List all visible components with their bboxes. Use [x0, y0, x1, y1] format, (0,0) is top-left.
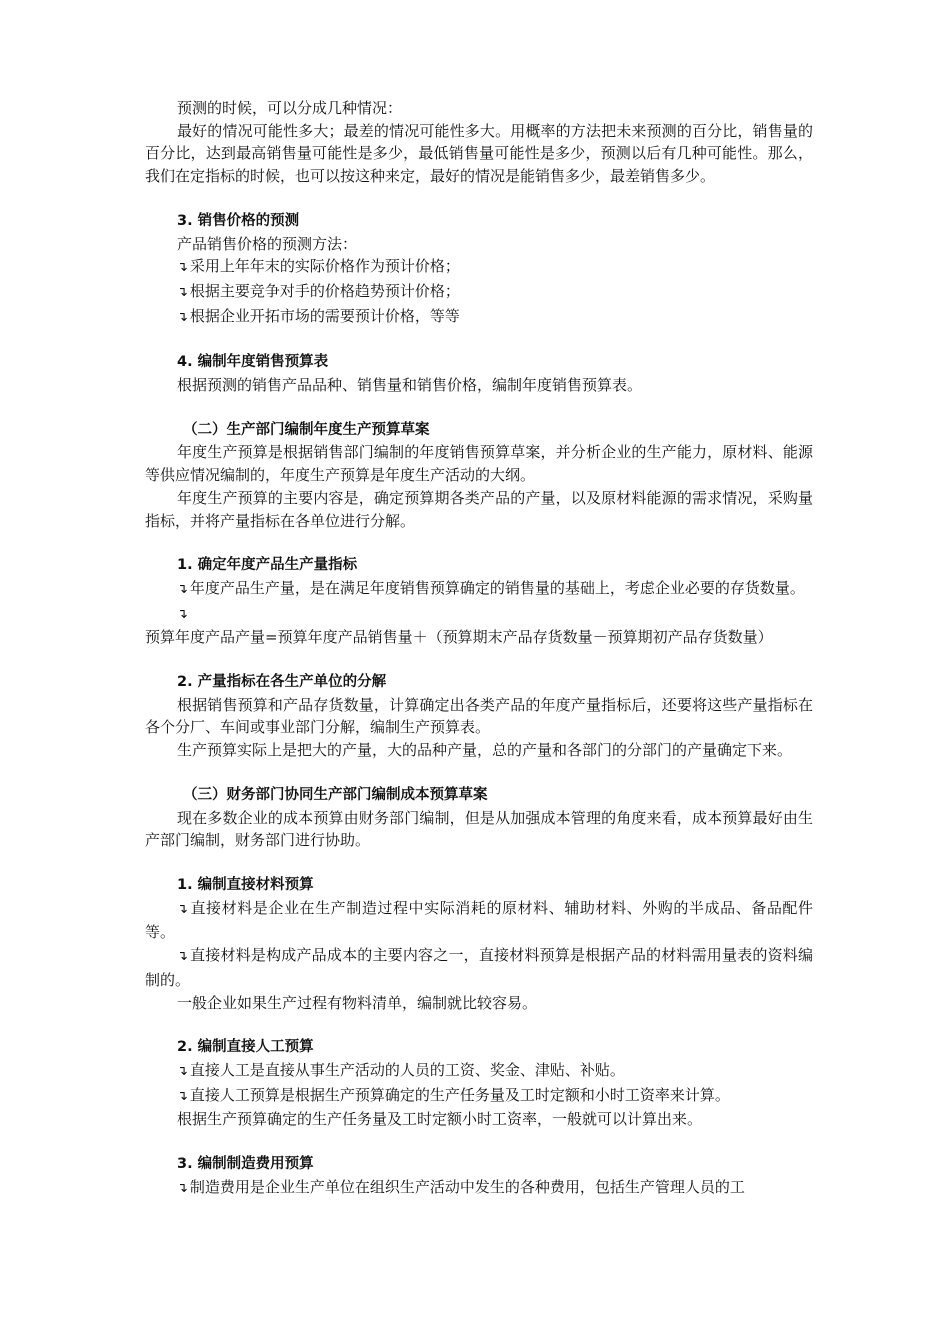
bullet-arrow-icon: ↴	[177, 284, 188, 300]
bullet-item	[145, 577, 813, 602]
body-paragraph: 现在多数企业的成本预算由财务部门编制，但是从加强成本管理的角度来看，成本预算最好由生产部门编制，财务部门进行协助。	[145, 808, 813, 850]
bullet-arrow-icon: ↴	[177, 949, 188, 965]
body-paragraph: 根据生产预算确定的生产任务量及工时定额小时工资率，一般就可以计算出来。	[177, 1110, 703, 1129]
bullet-arrow-icon: ↴	[177, 606, 188, 622]
section-heading: 2. 编制直接人工预算	[177, 1039, 314, 1056]
paragraph-gap	[145, 1014, 813, 1036]
paragraph-gap	[145, 649, 813, 671]
bullet-arrow-icon: ↴	[177, 309, 188, 325]
section-heading: （三）财务部门协同生产部门编制成本预算草案	[183, 786, 488, 803]
bullet-arrow-icon: ↴	[177, 581, 188, 597]
bullet-item	[145, 1084, 813, 1109]
section-heading: 3. 销售价格的预测	[177, 212, 300, 229]
paragraph-gap	[145, 762, 813, 784]
bullet-text: 根据企业开拓市场的需要预计价格，等等	[189, 306, 460, 325]
bullet-item	[145, 305, 813, 330]
body-paragraph: 根据销售预算和产品存货数量，计算确定出各类产品的年度产量指标后，还要将这些产量指标在各个分厂、车间或事业部门分解，编制生产预算表。	[145, 695, 813, 737]
bullet-arrow-icon: ↴	[177, 1180, 188, 1196]
body-paragraph: 生产预算实际上是把大的产量，大的品种产量，总的产量和各部门的分部门的产量确定下来。	[177, 741, 793, 760]
bullet-text: 年度产品生产量，是在满足年度销售预算确定的销售量的基础上，考虑企业必要的存货数量。	[189, 578, 805, 597]
body-paragraph: 年度生产预算是根据销售部门编制的年度销售预算草案，并分析企业的生产能力，原材料、能源等供应情况编制的，年度生产预算是年度生产活动的大纲。	[145, 443, 813, 485]
body-paragraph: 最好的情况可能性多大；最差的情况可能性多大。用概率的方法把未来预测的百分比，销售量的百分比，达到最高销售量可能性是多少，最低销售量可能性是多少，预测以后有几种可能性。那么，我们在定指标的时候，也可以按这种来定，最好的情况是能销售多少，最差销售多少。	[145, 121, 813, 186]
bullet-item	[145, 944, 813, 991]
paragraph-gap	[145, 329, 813, 351]
bullet-item	[145, 255, 813, 280]
section-heading: 2. 产量指标在各生产单位的分解	[177, 674, 387, 691]
bullet-item	[145, 897, 813, 944]
bullet-arrow-icon: ↴	[177, 1088, 188, 1104]
section-heading: 4. 编制年度销售预算表	[177, 354, 329, 371]
section-heading: 3. 编制制造费用预算	[177, 1156, 314, 1173]
bullet-arrow-icon: ↴	[177, 1063, 188, 1079]
bullet-text: 直接材料是企业在生产制造过程中实际消耗的原材料、辅助材料、外购的半成品、备品配件等。	[145, 898, 813, 942]
bullet-item	[145, 1176, 813, 1201]
document-page	[145, 97, 813, 1200]
paragraph-gap	[145, 1131, 813, 1153]
bullet-text: 直接人工是直接从事生产活动的人员的工资、奖金、津贴、补贴。	[189, 1060, 625, 1079]
paragraph-gap	[145, 532, 813, 554]
body-paragraph: 年度生产预算的主要内容是，确定预算期各类产品的产量，以及原材料能源的需求情况，采购量指标，并将产量指标在各单位进行分解。	[145, 488, 813, 530]
bullet-item	[145, 602, 813, 649]
paragraph-gap	[145, 397, 813, 419]
section-heading: （二）生产部门编制年度生产预算草案	[183, 421, 430, 438]
bullet-text: 制造费用是企业生产单位在组织生产活动中发生的各种费用，包括生产管理人员的工	[189, 1177, 745, 1196]
body-paragraph: 预测的时候，可以分成几种情况：	[177, 99, 403, 117]
bullet-item	[145, 280, 813, 305]
bullet-arrow-icon: ↴	[177, 260, 188, 276]
body-paragraph: 根据预测的销售产品品种、销售量和销售价格，编制年度销售预算表。	[177, 376, 643, 395]
body-paragraph: 一般企业如果生产过程有物料清单，编制就比较容易。	[177, 993, 538, 1012]
paragraph-gap	[145, 852, 813, 874]
body-paragraph: 产品销售价格的预测方法：	[177, 234, 358, 253]
bullet-text: 根据主要竞争对手的价格趋势预计价格；	[189, 281, 460, 300]
bullet-text: 采用上年年末的实际价格作为预计价格；	[189, 257, 460, 276]
bullet-item	[145, 1059, 813, 1084]
bullet-text: 直接材料是构成产品成本的主要内容之一，直接材料预算是根据产品的材料需用量表的资料编制的。	[145, 946, 813, 989]
bullet-arrow-icon: ↴	[177, 901, 188, 917]
bullet-text: 预算年度产品产量=预算年度产品销售量＋（预算期末产品存货数量－预算期初产品存货数量）	[145, 628, 773, 647]
section-heading: 1. 编制直接材料预算	[177, 876, 314, 893]
section-heading: 1. 确定年度产品生产量指标	[177, 557, 358, 574]
paragraph-gap	[145, 188, 813, 210]
bullet-text: 直接人工预算是根据生产预算确定的生产任务量及工时定额和小时工资率来计算。	[189, 1085, 730, 1104]
